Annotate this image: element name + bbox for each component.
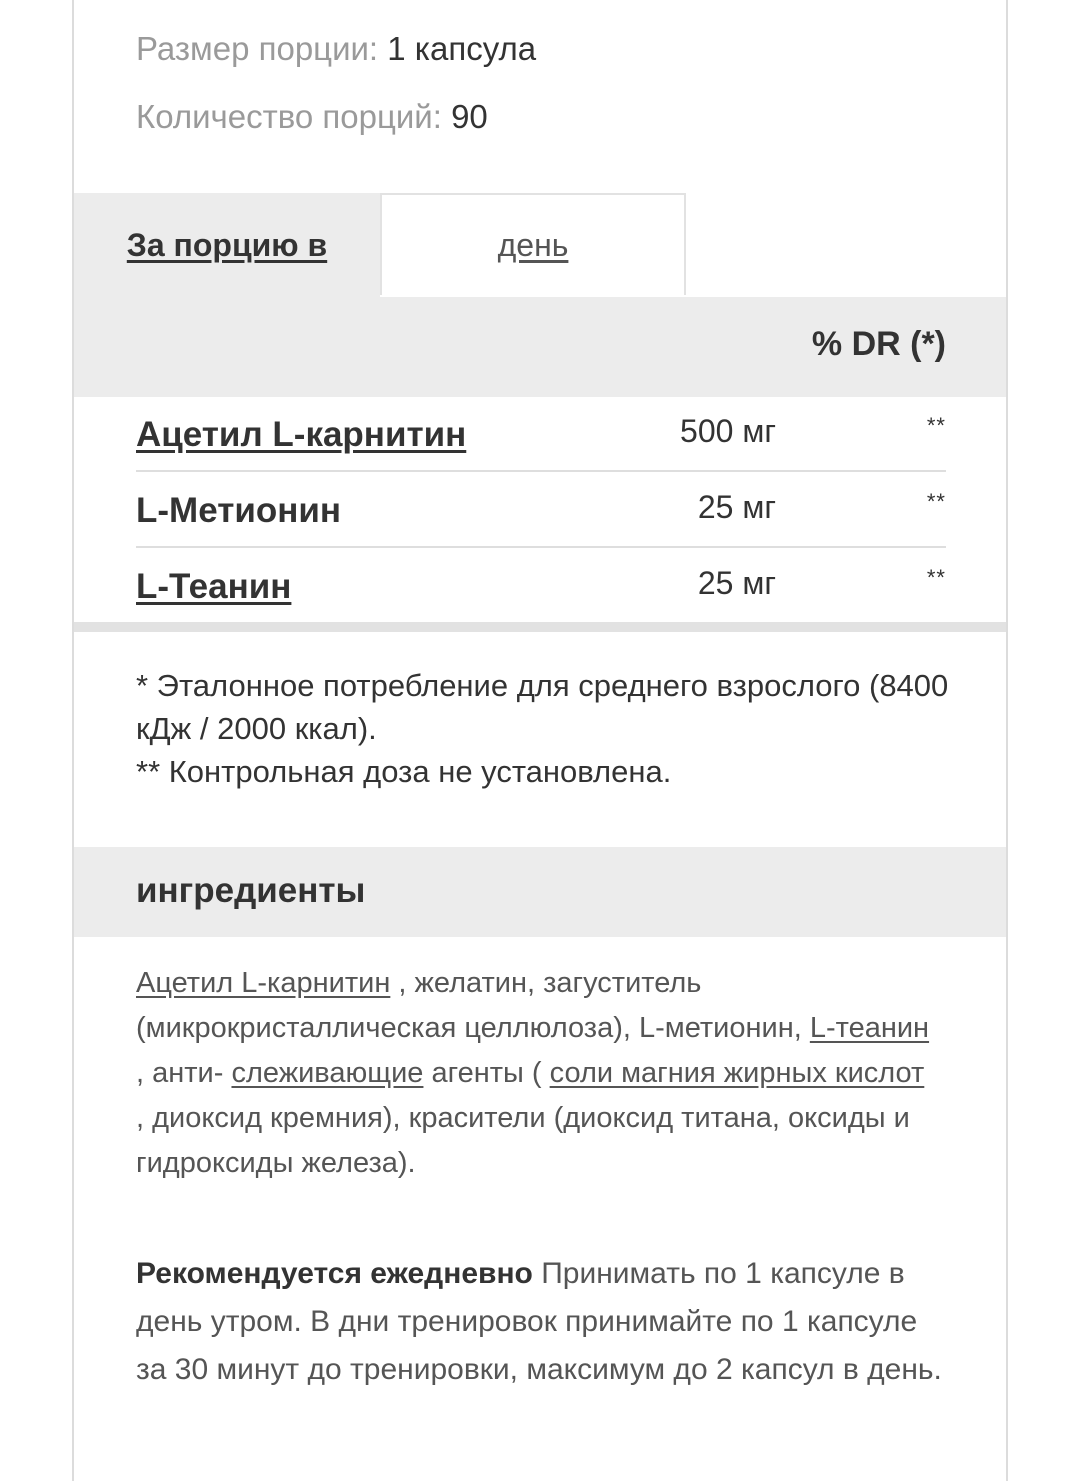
ingredient-link[interactable]: L-Теанин [136,567,292,606]
tab-per-serving[interactable]: За порцию в [74,193,380,297]
dr-value: ** [926,565,946,590]
row-divider [136,470,946,472]
servings-count-value: 90 [451,98,488,135]
ingredient-link-magnesium-salts[interactable]: соли магния жирных кислот [549,1057,925,1089]
footnotes [136,664,956,793]
servings-count [136,98,488,136]
footnote-reference-intake: * Эталонное потребление для среднего взрослого (8400 кДж / 2000 ккал). [136,668,949,746]
ingredients-text-part: , анти- [136,1057,232,1089]
servings-count-label: Количество порций: [136,98,442,135]
ingredients-text-part: , диоксид кремния), красители (диоксид титана, оксиды и гидроксиды железа). [136,1102,910,1179]
ingredient-amount: 500 мг [680,413,776,449]
ingredient-amount: 25 мг [697,489,776,525]
ingredient-name: L-Метионин [136,491,342,530]
ingredients-text-part: , желатин, загуститель (микрокристаллическая целлюлоза), L-метионин, [136,967,810,1044]
ingredients-text-part: агенты ( [423,1057,550,1089]
table-row [136,557,946,632]
recommendation [136,1250,951,1394]
dr-value: ** [926,489,946,514]
table-bottom-border [74,622,1006,632]
product-info-card [72,0,1008,1481]
dr-value: ** [926,413,946,438]
recommendation-title: Рекомендуется ежедневно [136,1257,533,1290]
dr-column-header: % DR (*) [811,325,946,363]
ingredient-amount: 25 мг [697,565,776,601]
ingredients-header [74,847,1006,937]
ingredients-text [136,961,936,1186]
footnote-no-dose: ** Контрольная доза не установлена. [136,754,672,789]
ingredient-link-acetyl-carnitine[interactable]: Ацетил L-карнитин [136,967,391,999]
serving-size-value: 1 капсула [387,30,537,67]
ingredient-link[interactable]: Ацетил L-карнитин [136,415,467,454]
serving-size [136,30,536,68]
recommendation-text: Принимать по 1 капсуле в день утром. В дни тренировок принимайте по 1 капсуле за 30 минут до тренировки, максимум до 2 капсул в день. [136,1257,942,1386]
ingredient-link-theanine[interactable]: L-теанин [809,1012,930,1044]
row-divider [136,546,946,548]
nutrition-tabs [74,193,1006,297]
table-header [74,297,1006,397]
ingredient-link-anti-caking[interactable]: слеживающие [231,1057,424,1089]
ingredients-title: ингредиенты [136,871,366,910]
tab-per-day[interactable]: день [380,193,686,295]
table-row [136,405,946,480]
table-row [136,481,946,556]
serving-size-label: Размер порции: [136,30,379,67]
